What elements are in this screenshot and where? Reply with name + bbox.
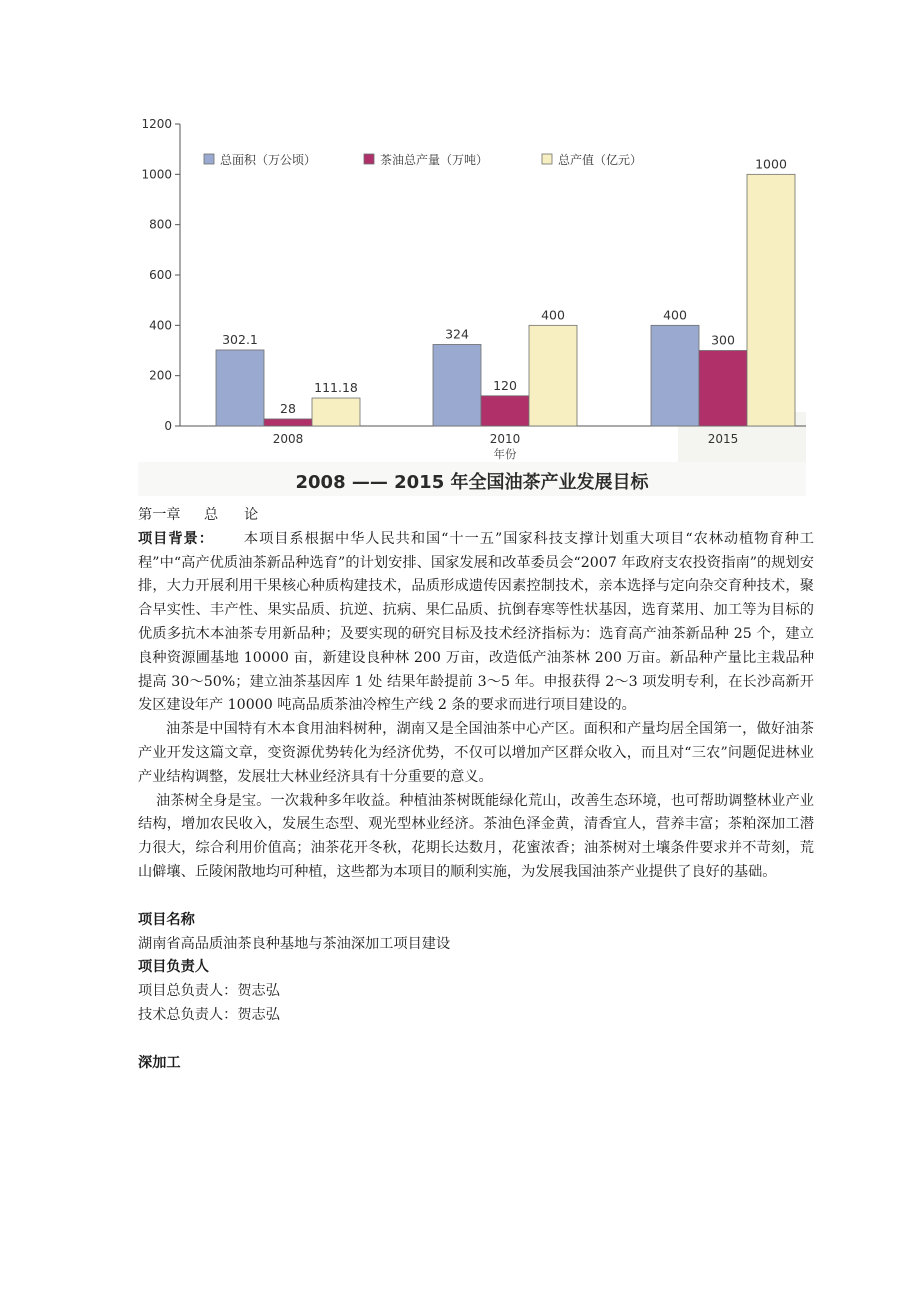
bar — [747, 174, 795, 426]
legend-swatch — [204, 154, 214, 164]
background-paragraph — [138, 528, 814, 718]
y-tick-label: 1000 — [141, 167, 172, 182]
leader-general: 项目总负责人：贺志弘 — [138, 983, 280, 1000]
bar — [651, 325, 699, 426]
bar — [264, 419, 312, 426]
deep-processing-label: 深加工 — [138, 1054, 181, 1071]
chapter-heading — [138, 504, 814, 528]
bar — [481, 396, 529, 426]
x-tick-label: 2008 — [272, 432, 304, 446]
background-label: 项目背景： — [138, 530, 214, 547]
data-label: 28 — [280, 400, 296, 416]
chapter-number: 第一章 — [138, 507, 181, 523]
paragraph-2: 油茶是中国特有木本食用油料树种，湖南又是全国油茶中心产区。面积和产量均居全国第一，做好油茶产业开发这篇文章，变资源优势转化为经济优势，不仅可以增加产区群众收入，而且对“三农”问题促进林业产业结构调整，发展壮大林业经济具有十分重要的意义。 — [138, 721, 814, 785]
y-tick-label: 0 — [164, 419, 172, 433]
y-tick-label: 800 — [149, 217, 172, 232]
document-body — [138, 504, 814, 1076]
bar — [433, 344, 481, 426]
data-label: 111.18 — [314, 380, 358, 396]
legend-label: 总面积（万公顷） — [220, 153, 317, 167]
bar-chart — [138, 112, 806, 496]
legend-label: 总产值（亿元） — [558, 153, 643, 167]
data-label: 120 — [493, 377, 517, 393]
project-name-label: 项目名称 — [138, 911, 195, 928]
data-label: 400 — [541, 307, 565, 323]
y-tick-label: 400 — [149, 318, 172, 333]
legend-swatch — [364, 154, 374, 164]
data-label: 1000 — [755, 156, 787, 172]
y-tick-label: 200 — [149, 368, 172, 383]
bar — [699, 351, 747, 427]
x-tick-label: 2010 — [489, 432, 521, 446]
legend-swatch — [542, 154, 552, 164]
data-label: 300 — [711, 332, 735, 348]
legend-label: 茶油总产量（万吨） — [380, 153, 489, 167]
leader-label: 项目负责人 — [138, 959, 209, 976]
background-text: 本项目系根据中华人民共和国“十一五”国家科技支撑计划重大项目“农林动植物育种工程”中“高产优质油茶新品种选育”的计划安排、国家发展和改革委员会“2007 年政府支农投资指南”的规划安排，大力开展利用干果核心种质构建技术，品质形成遗传因素控制技术，亲本选择与定向杂交育种技术，聚合早实性、丰产性、果实品质、抗逆、抗病、果仁品质、抗倒春寒等性状基因，选育菜用、加工等为目标的优质多抗木本油茶专用新品种；及要实现的研究目标及技术经济指标为：选育高产油茶新品种 25 个，建立良种资源圃基地 10000 亩，新建设良种林 200 万亩，改造低产油茶林 200 万亩。新品种产量比主栽品种提高 30～50%；建立油茶基因库 1 处 结果年龄提前 3～5 年。申报获得 2～3 项发明专利，在长沙高新开发区建设年产 10000 吨高品质茶油冷榨生产线 2 条的要求而进行项目建设的。 — [138, 530, 814, 714]
paragraph-3: 油茶树全身是宝。一次栽种多年收益。种植油茶树既能绿化荒山，改善生态环境，也可帮助调整林业产业结构，增加农民收入，发展生态型、观光型林业经济。茶油色泽金黄，清香宜人，营养丰富；茶粕深加工潜力很大，综合利用价值高；油茶花开冬秋，花期长达数月，花蜜浓香；油茶树对土壤条件要求并不苛刻，荒山僻壤、丘陵闲散地均可种植，这些都为本项目的顺利实施，为发展我国油茶产业提供了良好的基础。 — [138, 792, 814, 880]
bar — [312, 398, 360, 426]
x-axis-label: 年份 — [493, 447, 517, 461]
chart-title: 2008 —— 2015 年全国油茶产业发展目标 — [295, 472, 649, 493]
data-label: 400 — [663, 307, 687, 323]
x-tick-label: 2015 — [707, 432, 739, 446]
project-name: 湖南省高品质油茶良种基地与茶油深加工项目建设 — [138, 935, 451, 952]
chapter-title-char-2: 论 — [244, 507, 259, 523]
data-label: 324 — [445, 326, 469, 342]
leader-tech: 技术总负责人：贺志弘 — [138, 1006, 280, 1023]
y-tick-label: 1200 — [141, 117, 172, 131]
y-tick-label: 600 — [149, 268, 172, 282]
bar — [529, 325, 577, 426]
bar — [216, 350, 264, 426]
chart-image — [138, 112, 806, 496]
chapter-title-char-1: 总 — [204, 507, 219, 523]
data-label: 302.1 — [222, 331, 258, 347]
